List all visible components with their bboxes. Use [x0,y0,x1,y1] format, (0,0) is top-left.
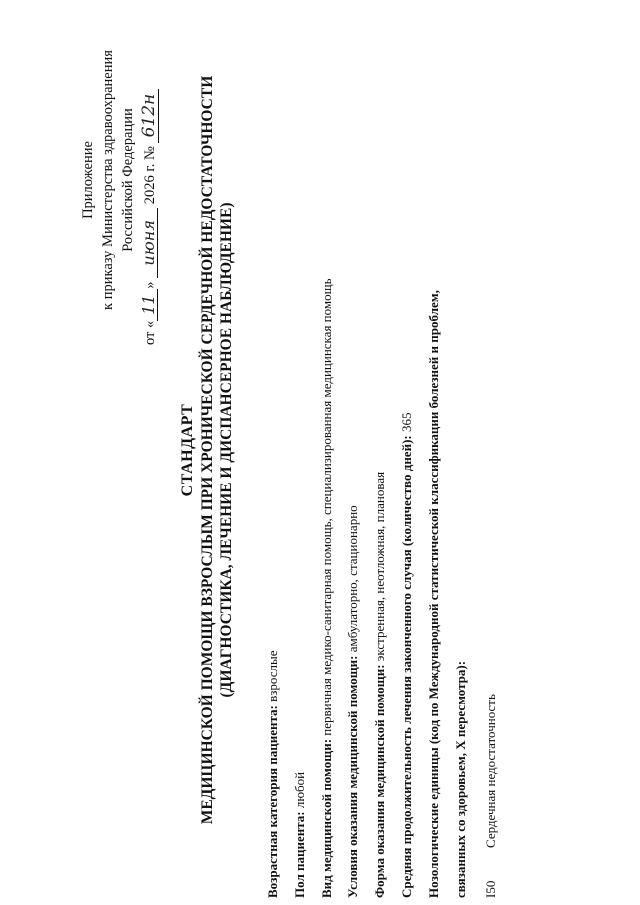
nosology-code-row [483,694,499,898]
handwritten-day: 11 [140,289,158,321]
annex-title: Приложение [80,141,96,219]
annex-date-line [140,15,160,345]
care-form-value: экстренная, неотложная, плановая [372,471,387,665]
patient-sex-label: Пол пациента: [292,811,307,898]
care-conditions-label: Условия оказания медицинской помощи: [345,655,360,898]
age-category-label: Возрастная категория пациента: [265,705,280,898]
age-category-field [265,651,281,898]
title-line-2: (ДИАГНОСТИКА, ЛЕЧЕНИЕ И ДИСПАНСЕРНОЕ НАБЛЮДЕНИЕ) [218,202,235,698]
care-form-label: Форма оказания медицинской помощи: [372,664,387,898]
handwritten-month: июня [140,208,158,278]
nosology-label-line-1 [426,290,442,898]
nosology-label-text-2: связанных со здоровьем, X пересмотра): [453,660,468,898]
annex-order-line: к приказу Министерства здравоохранения [100,50,116,310]
age-category-value: взрослые [265,650,280,706]
diagnosis-name: Сердечная недостаточность [483,694,498,848]
annex-ministry-line: Российской Федерации [120,108,136,252]
date-year: 2026 г. № [142,146,158,205]
nosology-label-text-1: Нозологические единицы (код по Международной статистической классификации болезней и проблем, [426,290,441,898]
nosology-label-line-2 [453,661,469,898]
title-line-1: МЕДИЦИНСКОЙ ПОМОЩИ ВЗРОСЛЫМ ПРИ ХРОНИЧЕСКОЙ СЕРДЕЧНОЙ НЕДОСТАТОЧНОСТИ [199,75,216,825]
treatment-duration-field [399,413,415,898]
annex-header [78,15,160,345]
treatment-duration-value: 365 [399,412,414,436]
date-prefix: от « [142,320,158,345]
care-type-field [319,278,335,898]
care-conditions-field [345,505,361,898]
treatment-duration-label: Средняя продолжительность лечения законченного случая (количество дней): [399,435,414,898]
standard-heading: СТАНДАРТ [179,403,196,497]
care-form-field [372,472,388,898]
care-type-value: первичная медико-санитарная помощь, специализированная медицинская помощь [319,278,334,739]
icd-code: I50 [483,880,498,898]
patient-sex-field [292,772,308,898]
patient-sex-value: любой [292,771,307,812]
handwritten-order-number: 612н [141,89,159,143]
document-title [178,35,236,865]
care-type-label: Вид медицинской помощи: [319,738,334,898]
care-conditions-value: амбулаторно, стационарно [345,505,360,656]
date-mid: » [142,281,158,289]
